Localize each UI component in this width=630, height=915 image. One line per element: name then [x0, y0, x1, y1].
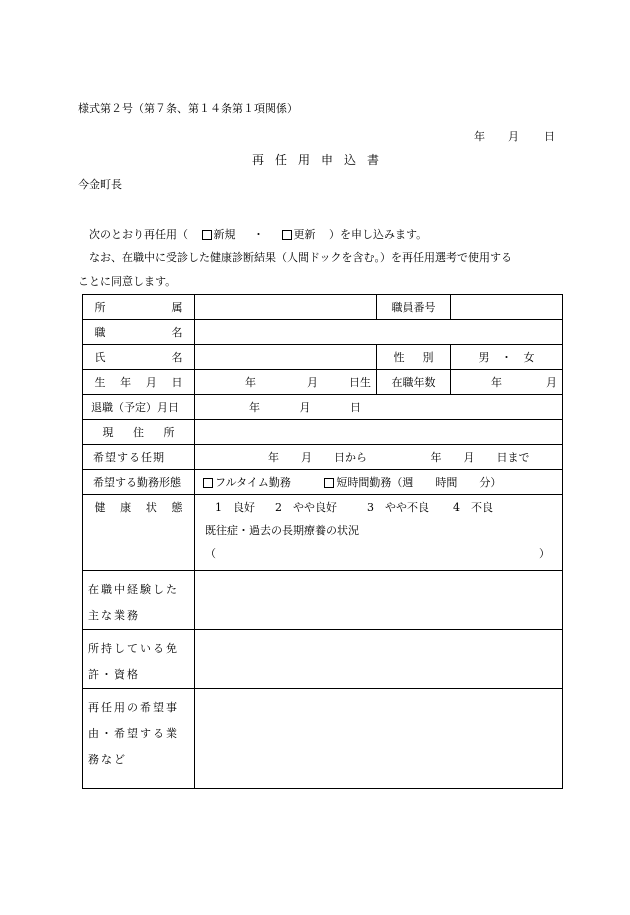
date-year: 年 — [474, 130, 485, 143]
birth-year: 年 — [245, 375, 256, 389]
checkbox-shorttime[interactable] — [324, 478, 334, 488]
form-id: 様式第２号（第７条、第１４条第１項関係） — [78, 102, 298, 115]
label-retire-date: 退職（予定）月日 — [83, 395, 195, 420]
label-fulltime: フルタイム勤務 — [215, 475, 291, 489]
gender-sep: ・ — [501, 350, 512, 364]
birth-month: 月 — [307, 375, 318, 389]
experience-value[interactable] — [195, 571, 563, 630]
label-renew: 更新 — [293, 228, 316, 241]
label-health: 健 康 状 態 — [83, 495, 195, 571]
label-license: 所持している免許・資格 — [83, 630, 195, 689]
gender-male[interactable]: 男 — [478, 350, 490, 364]
term-from: 年 月 日から — [268, 450, 367, 464]
gender-value[interactable] — [451, 345, 563, 370]
date-month: 月 — [508, 130, 519, 143]
label-reason: 再任用の希望事由・希望する業務など — [83, 689, 195, 789]
health-option-1[interactable]: 1 良好 — [215, 501, 255, 514]
consent-line-2: ことに同意します。 — [78, 275, 177, 288]
date-day: 日 — [544, 130, 555, 143]
health-option-3[interactable]: 3 やや不良 — [367, 501, 429, 514]
label-staff-number: 職員番号 — [377, 295, 451, 320]
position-value[interactable] — [195, 320, 563, 345]
label-affiliation: 所 属 — [83, 295, 195, 320]
health-option-4[interactable]: 4 不良 — [453, 501, 493, 514]
health-option-2[interactable]: 2 やや良好 — [275, 501, 337, 514]
service-years-value[interactable] — [451, 370, 563, 395]
birthdate-value[interactable] — [195, 370, 377, 395]
consent-line-1: なお、在職中に受診した健康診断結果（人間ドックを含む。）を再任用選考で使用する — [89, 251, 513, 264]
addressee: 今金町長 — [78, 178, 122, 191]
label-experience: 在職中経験した主な業務 — [83, 571, 195, 630]
application-before: 次のとおり再任用（ — [89, 228, 188, 241]
gender-female[interactable]: 女 — [523, 350, 535, 364]
service-month: 月 — [546, 375, 557, 389]
application-sep: ・ — [253, 228, 264, 241]
label-gender: 性 別 — [377, 345, 451, 370]
term-to: 年 月 日まで — [430, 450, 530, 464]
paren-open: （ — [205, 547, 216, 560]
retire-day: 日 — [350, 400, 361, 414]
label-address: 現 住 所 — [83, 420, 195, 445]
label-service-years: 在職年数 — [377, 370, 451, 395]
license-value[interactable] — [195, 630, 563, 689]
term-value[interactable] — [195, 445, 563, 470]
work-style-value[interactable] — [195, 470, 563, 495]
checkbox-fulltime[interactable] — [203, 478, 213, 488]
medical-history-label: 既往症・過去の長期療養の状況 — [205, 524, 359, 537]
staff-number-value[interactable] — [451, 295, 563, 320]
health-value[interactable] — [195, 495, 563, 571]
birth-day: 日生 — [349, 375, 371, 389]
service-year: 年 — [491, 375, 502, 389]
application-after: ）を申し込みます。 — [329, 228, 428, 241]
retire-date-value[interactable] — [195, 395, 563, 420]
application-table — [82, 294, 563, 789]
paren-close: ） — [539, 547, 550, 560]
retire-year: 年 — [249, 400, 260, 414]
label-term: 希望する任期 — [83, 445, 195, 470]
document-title: 再任用申込書 — [252, 153, 391, 167]
checkbox-renew[interactable] — [282, 230, 292, 240]
address-value[interactable] — [195, 420, 563, 445]
name-value[interactable] — [195, 345, 377, 370]
label-birthdate: 生 年 月 日 — [83, 370, 195, 395]
label-shorttime: 短時間勤務（週 時間 分） — [336, 475, 502, 489]
label-new: 新規 — [213, 228, 236, 241]
label-name: 氏 名 — [83, 345, 195, 370]
retire-month: 月 — [299, 400, 311, 414]
application-sentence — [89, 229, 427, 240]
checkbox-new[interactable] — [202, 230, 212, 240]
label-work-style: 希望する勤務形態 — [83, 470, 195, 495]
reason-value[interactable] — [195, 689, 563, 789]
affiliation-value[interactable] — [195, 295, 377, 320]
label-position: 職 名 — [83, 320, 195, 345]
